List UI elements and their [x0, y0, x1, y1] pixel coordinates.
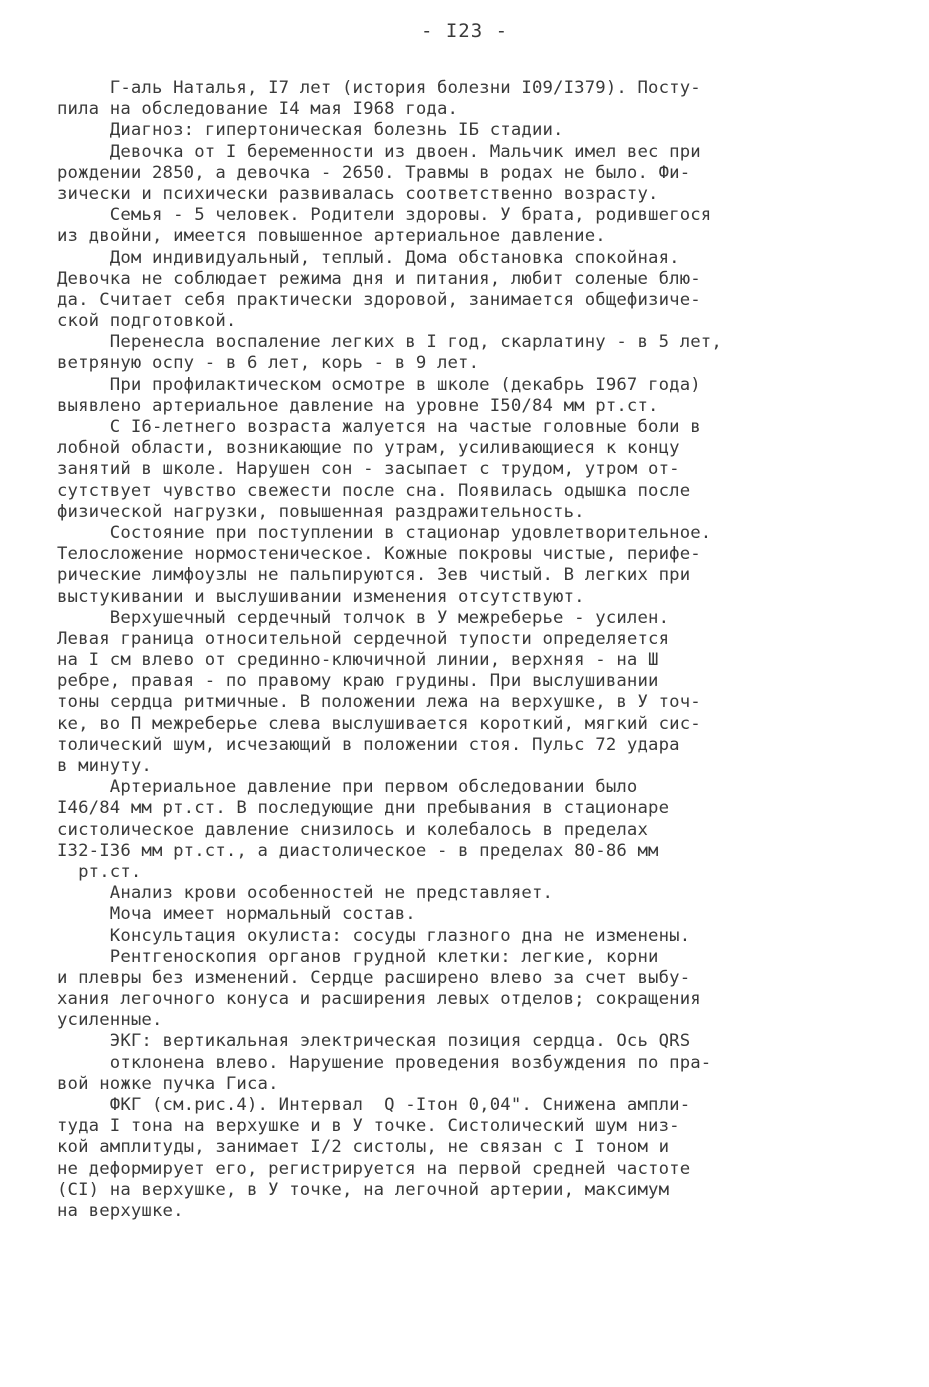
- text-line: зически и психически развивалась соответственно возрасту.: [57, 183, 659, 204]
- text-line: Семья - 5 человек. Родители здоровы. У брата, родившегося: [57, 205, 712, 226]
- text-line: да. Считает себя практически здоровой, занимается общефизиче-: [57, 289, 701, 310]
- text-line: сутствует чувство свежести после сна. Появилась одышка после: [57, 480, 691, 501]
- text-line: рождении 2850, а девочка - 2650. Травмы в родах не было. Фи-: [57, 162, 691, 183]
- text-line: Консультация окулиста: сосуды глазного дна не изменены.: [57, 925, 691, 946]
- text-line: рт.ст.: [57, 861, 142, 882]
- text-line: Рентгеноскопия органов грудной клетки: легкие, корни: [57, 946, 659, 967]
- text-line: занятий в школе. Нарушен сон - засыпает с трудом, утром от-: [57, 459, 680, 480]
- text-line: Верхушечный сердечный толчок в У межреберье - усилен.: [57, 607, 670, 628]
- text-line: ЭКГ: вертикальная электрическая позиция сердца. Ось QRS: [57, 1031, 691, 1052]
- text-line: рические лимфоузлы не пальпируются. Зев чистый. В легких при: [57, 565, 691, 586]
- text-line: усиленные.: [57, 1010, 163, 1031]
- text-line: Артериальное давление при первом обследовании было: [57, 777, 638, 798]
- text-line: тоны сердца ритмичные. В положении лежа на верхушке, в У точ-: [57, 692, 701, 713]
- text-line: Г-аль Наталья, I7 лет (история болезни I09/I379). Посту-: [57, 78, 701, 98]
- text-line: систолическое давление снизилось и колебалось в пределах: [57, 819, 649, 840]
- text-line: хания легочного конуса и расширения левых отделов; сокращения: [57, 989, 701, 1010]
- text-line: туда I тона на верхушке и в У точке. Систолический шум низ-: [57, 1116, 680, 1137]
- text-line: Анализ крови особенностей не представляет.: [57, 883, 554, 904]
- text-line: ФКГ (см.рис.4). Интервал Q -Iтон 0,04". Снижена ампли-: [57, 1095, 691, 1115]
- text-line: Дом индивидуальный, теплый. Дома обстановка спокойная.: [57, 247, 680, 268]
- text-line: С I6-летнего возраста жалуется на частые головные боли в: [57, 417, 701, 437]
- body-text: [57, 78, 857, 1222]
- text-line: ской подготовкой.: [57, 311, 237, 332]
- text-line: При профилактическом осмотре в школе (декабрь I967 года): [57, 374, 701, 395]
- text-line: ке, во П межреберье слева выслушивается короткий, мягкий сис-: [57, 713, 701, 734]
- text-line: Девочка от I беременности из двоен. Мальчик имел вес при: [57, 141, 701, 162]
- text-line: вой ножке пучка Гиса.: [57, 1073, 279, 1094]
- text-line: лобной области, возникающие по утрам, усиливающиеся к концу: [57, 438, 680, 459]
- text-line: (CI) на верхушке, в У точке, на легочной артерии, максимум: [57, 1179, 670, 1200]
- text-line: на верхушке.: [57, 1200, 184, 1221]
- text-line: I46/84 мм рт.ст. В последующие дни пребывания в стационаре: [57, 798, 670, 819]
- text-line: ветряную оспу - в 6 лет, корь - в 9 лет.: [57, 353, 480, 374]
- text-line: Моча имеет нормальный состав.: [57, 904, 416, 925]
- text-line: ребре, правая - по правому краю грудины. При выслушивании: [57, 671, 659, 692]
- text-line: Диагноз: гипертоническая болезнь IБ стадии.: [57, 120, 564, 141]
- text-line: в минуту.: [57, 756, 152, 776]
- text-line: кой амплитуды, занимает I/2 систолы, не связан с I тоном и: [57, 1137, 670, 1158]
- text-line: толический шум, исчезающий в положении стоя. Пульс 72 удара: [57, 734, 680, 755]
- page-number: - I23 -: [420, 20, 509, 42]
- text-line: Левая граница относительной сердечной тупости определяется: [57, 628, 670, 649]
- text-line: пила на обследование I4 мая I968 года.: [57, 99, 459, 120]
- text-line: отклонена влево. Нарушение проведения возбуждения по пра-: [57, 1052, 712, 1073]
- text-line: Телосложение нормостеническое. Кожные покровы чистые, перифе-: [57, 544, 701, 565]
- text-line: и плевры без изменений. Сердце расширено влево за счет выбу-: [57, 967, 691, 988]
- text-line: физической нагрузки, повышенная раздражительность.: [57, 501, 585, 522]
- text-line: из двойни, имеется повышенное артериальное давление.: [57, 226, 606, 247]
- text-line: Состояние при поступлении в стационар удовлетворительное.: [57, 522, 712, 543]
- text-line: не деформирует его, регистрируется на первой средней частоте: [57, 1158, 691, 1179]
- text-line: Девочка не соблюдает режима дня и питания, любит соленые блю-: [57, 268, 701, 289]
- text-line: на I см влево от срединно-ключичной линии, верхняя - на Ш: [57, 650, 659, 671]
- text-line: Перенесла воспаление легких в I год, скарлатину - в 5 лет,: [57, 332, 722, 353]
- text-line: I32-I36 мм рт.ст., а диастолическое - в пределах 80-86 мм: [57, 840, 659, 861]
- text-line: выстукивании и выслушивании изменения отсутствуют.: [57, 586, 585, 607]
- text-line: выявлено артериальное давление на уровне I50/84 мм рт.ст.: [57, 395, 659, 416]
